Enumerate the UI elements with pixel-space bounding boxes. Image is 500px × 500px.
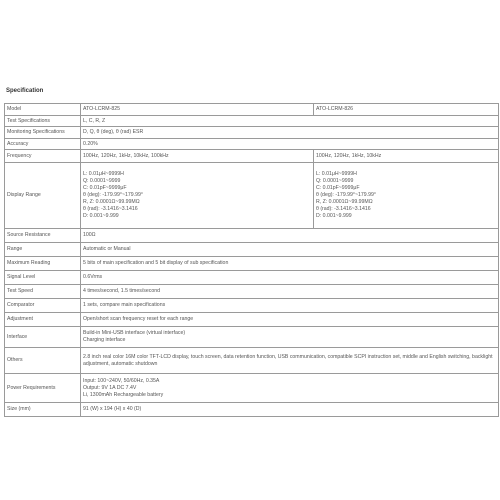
frequency-value-a: 100Hz, 120Hz, 1kHz, 10kHz, 100kHz [81, 150, 314, 163]
table-row-test-specifications [5, 116, 499, 127]
accuracy-value: 0.20% [81, 139, 499, 150]
display-range-line: R, Z: 0.0001Ω~99.99MΩ [316, 199, 373, 205]
row-label: Others [5, 348, 81, 374]
display-range-line: L: 0.01μH~9999H [316, 171, 357, 177]
table-row-interface [5, 327, 499, 348]
table-row-model [5, 104, 499, 116]
section-title: Specification [6, 88, 44, 94]
table-row-signal-level [5, 271, 499, 285]
row-label: Comparator [5, 299, 81, 313]
display-range-line: C: 0.01pF~9999μF [316, 185, 360, 191]
table-row-maximum-reading [5, 257, 499, 271]
row-label: Display Range [5, 163, 81, 229]
display-range-line: D: 0.001~9.999 [316, 213, 352, 219]
others-value: 2.8 inch real color 16M color TFT-LCD display, touch screen, data retention function, USB communication, compatible SCPI instruction set, middle and English switching, backlight adjustment, automatic shutdown [81, 348, 499, 374]
row-label: Monitoring Specifications [5, 127, 81, 139]
table-row-power-requirements [5, 374, 499, 403]
adjustment-value: Open/short scan frequency reset for each range [81, 313, 499, 327]
interface-line: Charging interface [83, 337, 126, 343]
row-label: Model [5, 104, 81, 116]
table-row-source-resistance [5, 229, 499, 243]
test-specifications-value: L, C, R, Z [81, 116, 499, 127]
display-range-line: R, Z: 0.0001Ω~99.99MΩ [83, 199, 140, 205]
display-range-line: θ (deg): -179.99°~179.99° [316, 192, 376, 198]
display-range-value-b [314, 163, 499, 229]
table-row-comparator [5, 299, 499, 313]
size-value: 91 (W) x 194 (H) x 40 (D) [81, 403, 499, 417]
display-range-line: C: 0.01pF~9999μF [83, 185, 127, 191]
power-requirements-value [81, 374, 499, 403]
power-requirements-line: Output: 9V 1A DC 7.4V [83, 384, 137, 391]
table-row-test-speed [5, 285, 499, 299]
row-label: Test Speed [5, 285, 81, 299]
display-range-line: L: 0.01μH~9999H [83, 171, 124, 177]
interface-value [81, 327, 499, 348]
row-label: Range [5, 243, 81, 257]
row-label: Maximum Reading [5, 257, 81, 271]
table-row-accuracy [5, 139, 499, 150]
row-label: Adjustment [5, 313, 81, 327]
display-range-value-a [81, 163, 314, 229]
source-resistance-value: 100Ω [81, 229, 499, 243]
row-label: Frequency [5, 150, 81, 163]
power-requirements-line: Input: 100~240V, 50/60Hz, 0.35A [83, 377, 160, 384]
display-range-line: D: 0.001~9.999 [83, 213, 119, 219]
table-row-display-range [5, 163, 499, 229]
power-requirements-line: Li, 1300mAh Rechargeable battery [83, 391, 164, 398]
monitoring-specifications-value: D, Q, θ (deg), θ (rad) ESR [81, 127, 499, 139]
maximum-reading-value: 5 bits of main specification and 5 bit display of sub specification [81, 257, 499, 271]
display-range-line: Q: 0.0001~9999 [316, 178, 354, 184]
table-row-others [5, 348, 499, 374]
table-row-size [5, 403, 499, 417]
interface-line: Build-in Mini-USB interface (virtual interface) [83, 330, 186, 336]
table-row-range [5, 243, 499, 257]
model-value-b: ATO-LCRM-826 [314, 104, 499, 116]
table-row-monitoring-specifications [5, 127, 499, 139]
display-range-line: Q: 0.0001~9999 [83, 178, 121, 184]
table-row-adjustment [5, 313, 499, 327]
range-value: Automatic or Manual [81, 243, 499, 257]
frequency-value-b: 100Hz, 120Hz, 1kHz, 10kHz [314, 150, 499, 163]
test-speed-value: 4 times/second, 1.5 times/second [81, 285, 499, 299]
row-label: Size (mm) [5, 403, 81, 417]
row-label: Test Specifications [5, 116, 81, 127]
display-range-line: θ (rad): -3.1416~3.1416 [316, 206, 371, 212]
signal-level-value: 0.6Vrms [81, 271, 499, 285]
row-label: Power Requirements [5, 374, 81, 403]
row-label: Interface [5, 327, 81, 348]
row-label: Signal Level [5, 271, 81, 285]
display-range-line: θ (deg): -179.99°~179.99° [83, 192, 143, 198]
table-row-frequency [5, 150, 499, 163]
row-label: Source Resistance [5, 229, 81, 243]
row-label: Accuracy [5, 139, 81, 150]
specification-table [4, 103, 499, 417]
display-range-line: θ (rad): -3.1416~3.1416 [83, 206, 138, 212]
model-value-a: ATO-LCRM-825 [81, 104, 314, 116]
comparator-value: 1 sets, compare main specifications [81, 299, 499, 313]
